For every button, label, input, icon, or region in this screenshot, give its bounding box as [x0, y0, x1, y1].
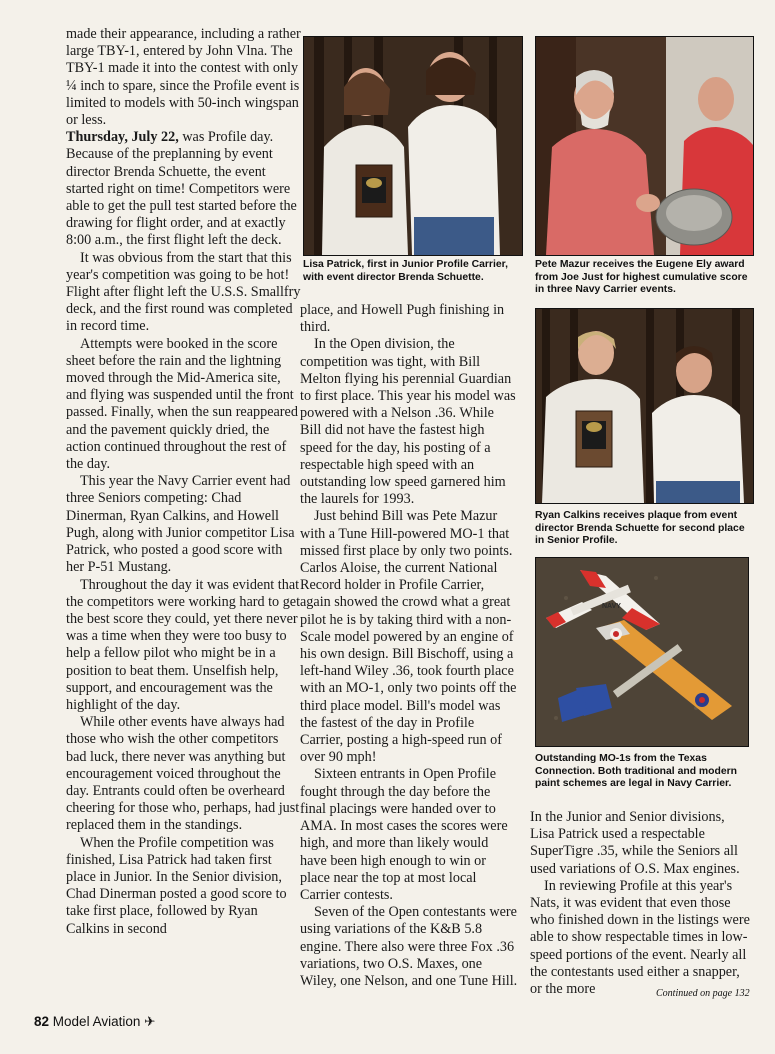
paragraph-text: was Profile day. Because of the preplanning by event director Brenda Schuette, the event started right on time! Competitors were able to get the pull test started before the drawing for flight order, and at exactly 8:00 a.m., the first flight left the deck. [66, 129, 297, 249]
paragraph-text: In the Open division, the competition was tight, with Bill Melton flying his perennial Guardian to first place. This year his model was powered with a Nelson .36. While Bill did not have the fastest high speed for the day, his posting of a respectable high speed with an outstanding low speed garnered him the laurels for 1993. [300, 336, 516, 508]
paragraph [300, 336, 518, 508]
caption-photo-2: Pete Mazur receives the Eugene Ely award from Joe Just for highest cumulative score in three Navy Carrier events. [535, 259, 748, 296]
photo-lisa-patrick [303, 36, 523, 256]
page-number: 82 [34, 1014, 50, 1029]
paragraph [300, 508, 518, 766]
paragraph-lead: Thursday, July 22, [66, 129, 179, 146]
paragraph-text: It was obvious from the start that this year's competition was going to be hot! Flight after flight left the U.S.S. Smallfry deck, and the first round was completed in record time. [66, 249, 301, 335]
magazine-name: Model Aviation [52, 1014, 141, 1029]
paragraph-text: Sixteen entrants in Open Profile fought through the day before the final placings were handed over to AMA. In most cases the scores were high, and more than likely would have been high enough to win or place near the top at most local Carrier contests. [300, 766, 508, 903]
photo-ryan-calkins [535, 308, 754, 504]
paragraph-text: This year the Navy Carrier event had three Seniors competing: Chad Dinerman, Ryan Calkins, and Howell Pugh, along with Junior competitor Lisa Patrick, who posted a good score with her P-51 Mustang. [66, 473, 295, 576]
article-column-1 [66, 26, 302, 938]
paragraph [66, 473, 302, 576]
caption-photo-1: Lisa Patrick, first in Junior Profile Carrier, with event director Brenda Schuette. [303, 259, 508, 283]
paragraph [66, 129, 302, 249]
caption-photo-4: Outstanding MO-1s from the Texas Connection. Both traditional and modern paint schemes are legal in Navy Carrier. [535, 753, 738, 790]
paragraph-text: place, and Howell Pugh finishing in third. [300, 302, 505, 336]
paragraph-text: When the Profile competition was finished, Lisa Patrick had taken first place in Junior. In the Senior division, Chad Dinerman posted a good score to take first place, followed by Ryan Calkins in second [66, 834, 287, 937]
paragraph-text: made their appearance, including a rather large TBY-1, entered by John Vlna. The TBY-1 made it into the contest with only ¼ inch to spare, since the Profile event is limited to models with 50-inch wingspan or less. [66, 26, 301, 129]
article-column-3 [530, 809, 752, 998]
paragraph [66, 26, 302, 129]
paragraph [66, 835, 302, 938]
paragraph-text: Throughout the day it was evident that the competitors were working hard to get the best score they could, yet there never was a time when they were too busy to help a fellow pilot who might be in a position to beat them. Unselfish help, support, and encouragement was the highlight of the day. [66, 576, 301, 713]
paragraph [300, 766, 518, 904]
photo-mo1-planes [535, 557, 749, 747]
airplane-icon: ✈ [144, 1014, 156, 1029]
paragraph-text: In reviewing Profile at this year's Nats, it was evident that even those who finished down in the listings were able to show respectable times in low-speed portions of the event. Nearly all the contestants used either a snapper, or the more [530, 877, 750, 998]
caption-photo-3: Ryan Calkins receives plaque from event director Brenda Schuette for second place in Senior Profile. [535, 510, 745, 547]
paragraph [66, 336, 302, 474]
paragraph [66, 714, 302, 834]
paragraph-text: Just behind Bill was Pete Mazur with a Tune Hill-powered MO-1 that missed first place by only two points. Carlos Aloise, the current National Record holder in Profile Carrier, again showed the crowd what a great pilot he is by taking third with a non-Scale model powered by an engine of his own design. Bill Bischoff, using a left-hand Wiley .36, took fourth place with an MO-1, only two points off the third place model. Bill's model was the fastest of the day in Profile Carrier, posting a high-speed run of over 90 mph! [300, 508, 517, 766]
plane-marking: NAVY [602, 603, 621, 610]
paragraph-text: Seven of the Open contestants were using variations of the K&B 5.8 engine. There also were three Fox .36 variations, two O.S. Maxes, one Wiley, one Nelson, and one Tune Hill. [300, 904, 518, 989]
paragraph [530, 878, 752, 998]
paragraph-text: In the Junior and Senior divisions, Lisa Patrick used a respectable SuperTigre .35, while the Seniors all used variations of O.S. Max engines. [530, 809, 740, 877]
paragraph-text: While other events have always had those who wish the other competitors bad luck, there never was anything but encouragement voiced throughout the day. Entrants could often be overheard cheering for those who, perhaps, had just replaced them in the standings. [66, 714, 300, 834]
paragraph-text: Attempts were booked in the score sheet before the rain and the lightning moved through the Mid-America site, and flying was suspended until the front passed. Finally, when the sun reappeared and the pavement quickly dried, the action continued throughout the rest of the day. [66, 335, 298, 473]
article-column-2 [300, 302, 518, 990]
paragraph [300, 302, 518, 336]
page-footer [34, 1014, 155, 1030]
paragraph [300, 904, 518, 990]
paragraph [66, 577, 302, 715]
paragraph [66, 250, 302, 336]
photo-pete-mazur [535, 36, 754, 256]
paragraph [530, 809, 752, 878]
continued-note: Continued on page 132 [656, 988, 750, 999]
